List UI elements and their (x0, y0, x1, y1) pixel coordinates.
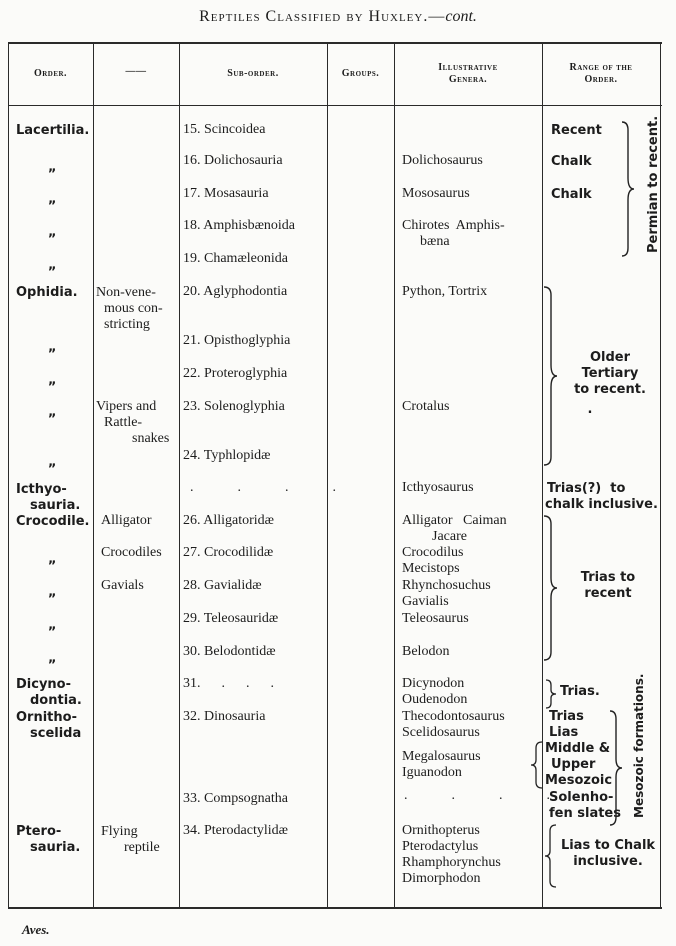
ditto-mark: „ (48, 405, 57, 420)
span-trias-label: recent (584, 586, 632, 601)
order-cell: scelida (30, 726, 82, 741)
suborder-cell: 27. Crocodilidæ (183, 545, 274, 560)
group-cell: snakes (132, 431, 170, 446)
suborder-cell: 20. Aglyphodontia (183, 284, 288, 299)
span-older-label: Tertiary (581, 366, 639, 381)
order-cell: Icthyo- (16, 482, 67, 497)
suborder-cell: 32. Dinosauria (183, 709, 266, 724)
ditto-mark: „ (48, 160, 57, 175)
group-cell: stricting (104, 317, 150, 332)
brace-lias-chalk (544, 823, 558, 889)
suborder-cell: 15. Scincoidea (183, 122, 266, 137)
header-divider (8, 105, 662, 106)
span-mesozoic-label: Mesozoic formations. (632, 673, 646, 818)
span-permian-label: Permian to recent. (646, 115, 661, 253)
brace-mesozoic (608, 709, 624, 827)
header-genera-2: Genera. (448, 74, 488, 85)
genera-cell: Megalosaurus (402, 749, 481, 764)
order-cell: Ornitho- (16, 710, 77, 725)
genera-cell: Jacare (432, 529, 467, 544)
brace-trias-recent (542, 514, 558, 662)
suborder-cell: 24. Typhlopidæ (183, 448, 271, 463)
group-cell: Vipers and (96, 399, 157, 414)
brace-trias (544, 678, 558, 710)
col-line-1 (93, 42, 94, 909)
ditto-mark: „ (48, 552, 57, 567)
order-cell: Dicyno- (16, 677, 72, 692)
suborder-cell: 26. Alligatoridæ (183, 513, 274, 528)
order-cell: sauria. (30, 840, 81, 855)
footer-aves: Aves. (22, 922, 50, 937)
genera-cell: Python, Tortrix (402, 284, 488, 299)
range-cell: fen slates (549, 806, 621, 821)
genera-cell: Dicynodon (402, 676, 465, 691)
order-cell: Crocodile. (16, 514, 90, 529)
order-cell: Ptero- (16, 824, 62, 839)
order-cell: sauria. (30, 498, 81, 513)
header-range-2: Order. (584, 74, 618, 85)
genera-cell: Alligator Caiman (402, 513, 507, 528)
col-line-2 (179, 42, 180, 909)
range-cell: Upper (551, 757, 596, 772)
span-lias-label: Lias to Chalk (560, 838, 656, 853)
genera-cell: Teleosaurus (402, 611, 469, 626)
genera-cell: Rhynchosuchus (402, 578, 491, 593)
suborder-cell: 17. Mosasauria (183, 186, 269, 201)
genera-cell: Mososaurus (402, 186, 470, 201)
genera-cell: Dolichosaurus (402, 153, 483, 168)
range-cell: Trias(?) to (547, 481, 626, 496)
ditto-mark: „ (48, 225, 57, 240)
genera-cell: Crocodilus (402, 545, 464, 560)
header-suborder: Sub-order. (227, 68, 279, 79)
genera-cell: Icthyosaurus (402, 480, 474, 495)
brace-older-tertiary (542, 285, 558, 467)
genera-cell: bæna (420, 234, 450, 249)
header-groups: Groups. (341, 68, 380, 79)
range-cell: Recent (551, 123, 602, 138)
group-cell: mous con- (104, 301, 163, 316)
span-older-label: Older (589, 350, 631, 365)
suborder-cell: 23. Solenoglyphia (183, 399, 285, 414)
range-cell: Mesozoic (545, 773, 613, 788)
genera-cell: Rhamphorynchus (402, 855, 501, 870)
order-cell: Lacertilia. (16, 123, 90, 138)
range-cell: chalk inclusive. (545, 497, 658, 512)
suborder-cell: 18. Amphisbænoida (183, 218, 296, 233)
range-cell: Lias (549, 725, 579, 740)
order-cell: dontia. (30, 693, 82, 708)
ditto-mark: „ (48, 373, 57, 388)
ditto-mark: „ (48, 455, 57, 470)
suborder-cell: . . . . (190, 480, 342, 495)
group-cell: Flying (101, 824, 138, 839)
suborder-cell: 29. Teleosauridæ (183, 611, 279, 626)
genera-cell: Dimorphodon (402, 871, 481, 886)
ditto-mark: „ (48, 192, 57, 207)
page-title: Reptiles Classified by Huxley.—cont. (199, 8, 477, 25)
brace-megalosaurus (530, 740, 544, 790)
genera-cell: Ornithopterus (402, 823, 480, 838)
range-cell: Solenho- (549, 790, 614, 805)
header-blank: —— (125, 66, 147, 77)
genera-cell: Chirotes Amphis- (402, 218, 505, 233)
suborder-cell: 21. Opisthoglyphia (183, 333, 291, 348)
range-cell: Trias. (560, 684, 600, 699)
span-older-dot: . (587, 402, 593, 417)
span-lias-label: inclusive. (573, 854, 643, 869)
range-cell: Chalk (551, 187, 592, 202)
suborder-cell: 33. Compsognatha (183, 791, 288, 806)
range-cell: Trias (549, 709, 584, 724)
col-line-4 (394, 42, 395, 909)
span-older-label: to recent. (574, 382, 646, 397)
genera-cell: . . . . (404, 788, 556, 803)
genera-cell: Belodon (402, 644, 450, 659)
group-cell: Rattle- (104, 415, 143, 430)
header-genera-1: Illustrative (438, 62, 498, 73)
header-range-1: Range of the (569, 62, 633, 73)
group-cell: Gavials (101, 578, 144, 593)
ditto-mark: „ (48, 258, 57, 273)
genera-cell: Scelidosaurus (402, 725, 480, 740)
col-line-0 (8, 42, 9, 909)
genera-cell: Iguanodon (402, 765, 462, 780)
genera-cell: Thecodontosaurus (402, 709, 505, 724)
brace-permian (620, 120, 636, 258)
ditto-mark: „ (48, 651, 57, 666)
group-cell: Non-vene- (96, 285, 156, 300)
suborder-cell: 28. Gavialidæ (183, 578, 262, 593)
range-cell: Chalk (551, 154, 592, 169)
table-bottom-border (8, 907, 662, 909)
suborder-cell: 34. Pterodactylidæ (183, 823, 288, 838)
genera-cell: Crotalus (402, 399, 450, 414)
range-cell: Middle & (545, 741, 611, 756)
genera-cell: Pterodactylus (402, 839, 479, 854)
ditto-mark: „ (48, 585, 57, 600)
suborder-cell: 22. Proteroglyphia (183, 366, 288, 381)
suborder-cell: 19. Chamæleonida (183, 251, 288, 266)
group-cell: Alligator (101, 513, 152, 528)
group-cell: Crocodiles (101, 545, 162, 560)
ditto-mark: „ (48, 340, 57, 355)
group-cell: reptile (124, 840, 160, 855)
suborder-cell: 16. Dolichosauria (183, 153, 283, 168)
ditto-mark: „ (48, 618, 57, 633)
span-trias-label: Trias to (580, 570, 636, 585)
col-line-3 (327, 42, 328, 909)
genera-cell: Gavialis (402, 594, 449, 609)
suborder-cell: 30. Belodontidæ (183, 644, 276, 659)
table-top-border (8, 42, 662, 44)
genera-cell: Oudenodon (402, 692, 468, 707)
genera-cell: Mecistops (402, 561, 460, 576)
header-order: Order. (33, 68, 68, 79)
order-cell: Ophidia. (16, 285, 78, 300)
suborder-cell: 31. . . . (183, 676, 274, 691)
